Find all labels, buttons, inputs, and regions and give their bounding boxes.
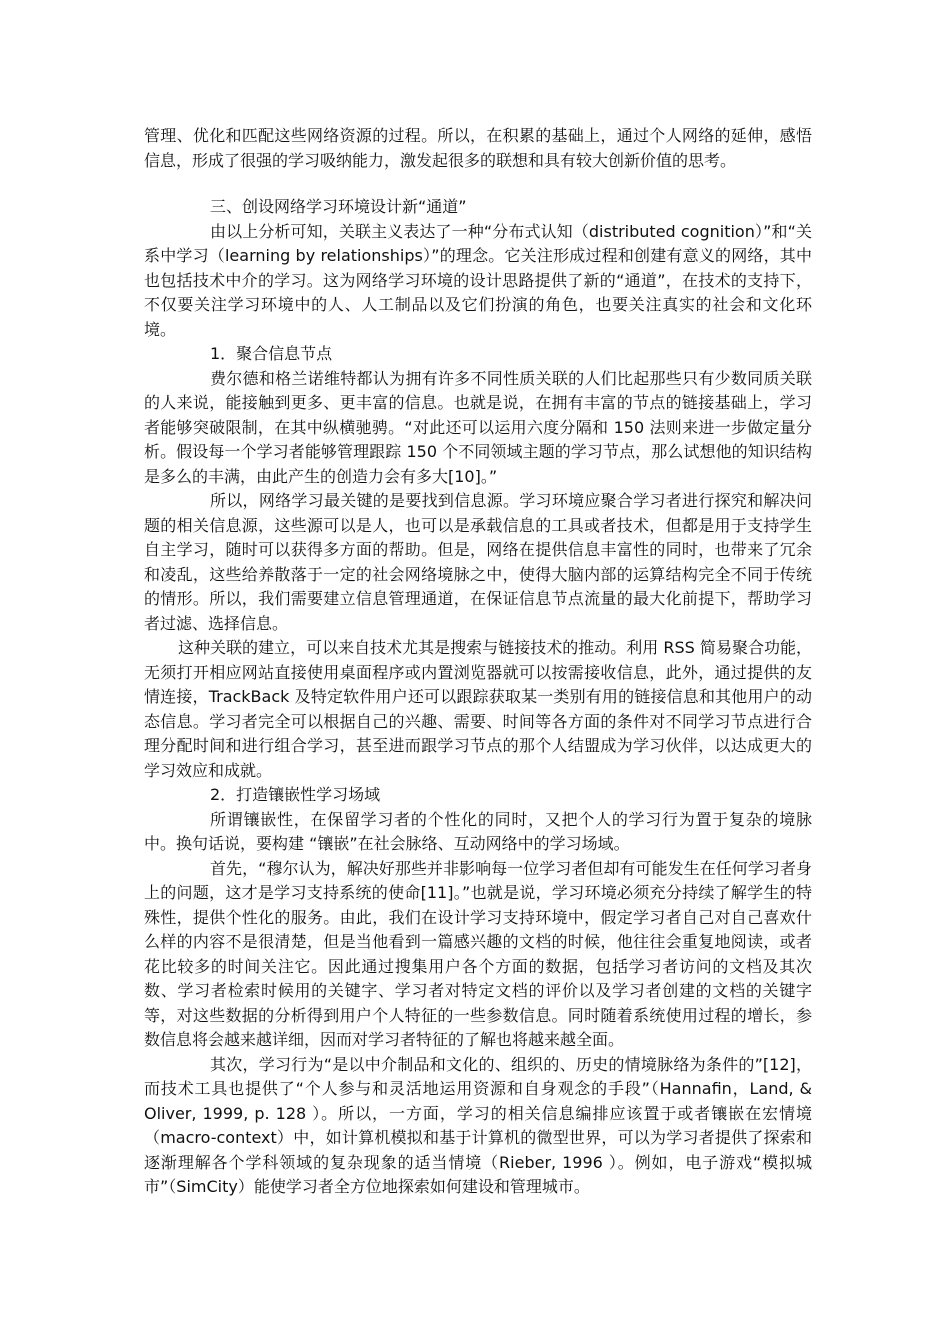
section-heading: 三、创设网络学习环境设计新“通道” bbox=[210, 197, 467, 216]
paragraph-second: 其次，学习行为“是以中介制品和文化的、组织的、历史的情境脉络为条件的”[12]，而技术工具也提供了“个人参与和灵活地运用资源和自身观念的手段”（Hannafin，Land, & Oliver, 1999, p. 128 ）。所以，一方面，学习的相关信息编排应该置于或者镶嵌在宏情境（macro-context）中，如计算机模拟和基于计算机的微型世界，可以为学习者提供了探索和逐渐理解各个学科领域的复杂现象的适当情境（Rieber, 1996 ）。例如，电子游戏“模拟城市”（SimCity）能使学习者全方位地探索如何建设和管理城市。 bbox=[144, 1054, 812, 1196]
paragraph-intro: 管理、优化和匹配这些网络资源的过程。所以，在积累的基础上，通过个人网络的延伸，感悟信息，形成了很强的学习吸纳能力，激发起很多的联想和具有较大创新价值的思考。 bbox=[144, 126, 812, 170]
spacer bbox=[144, 173, 812, 195]
paragraph-embeddedness: 所谓镶嵌性，在保留学习者的个性化的同时，又把个人的学习行为置于复杂的境脉中。换句话说，要构建 “镶嵌”在社会脉络、互动网络中的学习场域。 bbox=[144, 809, 812, 853]
paragraph-nodes: 费尔德和格兰诺维特都认为拥有许多不同性质关联的人们比起那些只有少数同质关联的人来说，能接触到更多、更丰富的信息。也就是说，在拥有丰富的节点的链接基础上，学习者能够突破限制，在其中纵横驰骋。“对此还可以运用六度分隔和 150 法则来进一步做定量分析。假设每一个学习者能够管理跟踪 150 个不同领域主题的学习节点，那么试想他的知识结构是多么的丰满，由此产生的创造力会有多大[10]。” bbox=[144, 368, 812, 486]
paragraph-first: 首先，“穆尔认为，解决好那些并非影响每一位学习者但却有可能发生在任何学习者身上的问题，这才是学习支持系统的使命[11]。”也就是说，学习环境必须充分持续了解学生的特殊性，提供个性化的服务。由此，我们在设计学习支持环境中，假定学习者自己对自己喜欢什么样的内容不是很清楚，但是当他看到一篇感兴趣的文档的时候，他往往会重复地阅读，或者花比较多的时间关注它。因此通过搜集用户各个方面的数据，包括学习者访问的文档及其次数、学习者检索时候用的关键字、学习者对特定文档的评价以及学习者创建的文档的关键字等，对这些数据的分析得到用户个人特征的一些参数信息。同时随着系统使用过程的增长，参数信息将会越来越详细，因而对学习者特征的了解也将越来越全面。 bbox=[144, 858, 812, 1049]
paragraph-connectivism: 由以上分析可知，关联主义表达了一种“分布式认知（distributed cognition）”和“关系中学习（learning by relationships）”的理念。它关注形成过程和创建有意义的网络，其中也包括技术中介的学习。这为网络学习环境的设计思路提供了新的“通道”，在技术的支持下，不仅要关注学习环境中的人、人工制品以及它们扮演的角色，也要关注真实的社会和文化环境。 bbox=[144, 221, 812, 339]
document-page bbox=[144, 124, 812, 1200]
subsection-heading-2: 2．打造镶嵌性学习场域 bbox=[210, 785, 381, 804]
paragraph-info-source: 所以，网络学习最关键的是要找到信息源。学习环境应聚合学习者进行探究和解决问题的相关信息源，这些源可以是人，也可以是承载信息的工具或者技术，但都是用于支持学生自主学习，随时可以获得多方面的帮助。但是，网络在提供信息丰富性的同时，也带来了冗余和凌乱，这些给养散落于一定的社会网络境脉之中，使得大脑内部的运算结构完全不同于传统的情形。所以，我们需要建立信息管理通道，在保证信息节点流量的最大化前提下，帮助学习者过滤、选择信息。 bbox=[144, 491, 812, 633]
paragraph-rss: 这种关联的建立，可以来自技术尤其是搜索与链接技术的推动。利用 RSS 简易聚合功能，无须打开相应网站直接使用桌面程序或内置浏览器就可以按需接收信息，此外，通过提供的友情连接，TrackBack 及特定软件用户还可以跟踪获取某一类别有用的链接信息和其他用户的动态信息。学习者完全可以根据自己的兴趣、需要、时间等各方面的条件对不同学习节点进行合理分配时间和进行组合学习，甚至进而跟学习节点的那个人结盟成为学习伙伴，以达成更大的学习效应和成就。 bbox=[144, 638, 812, 780]
subsection-heading-1: 1．聚合信息节点 bbox=[210, 344, 333, 363]
